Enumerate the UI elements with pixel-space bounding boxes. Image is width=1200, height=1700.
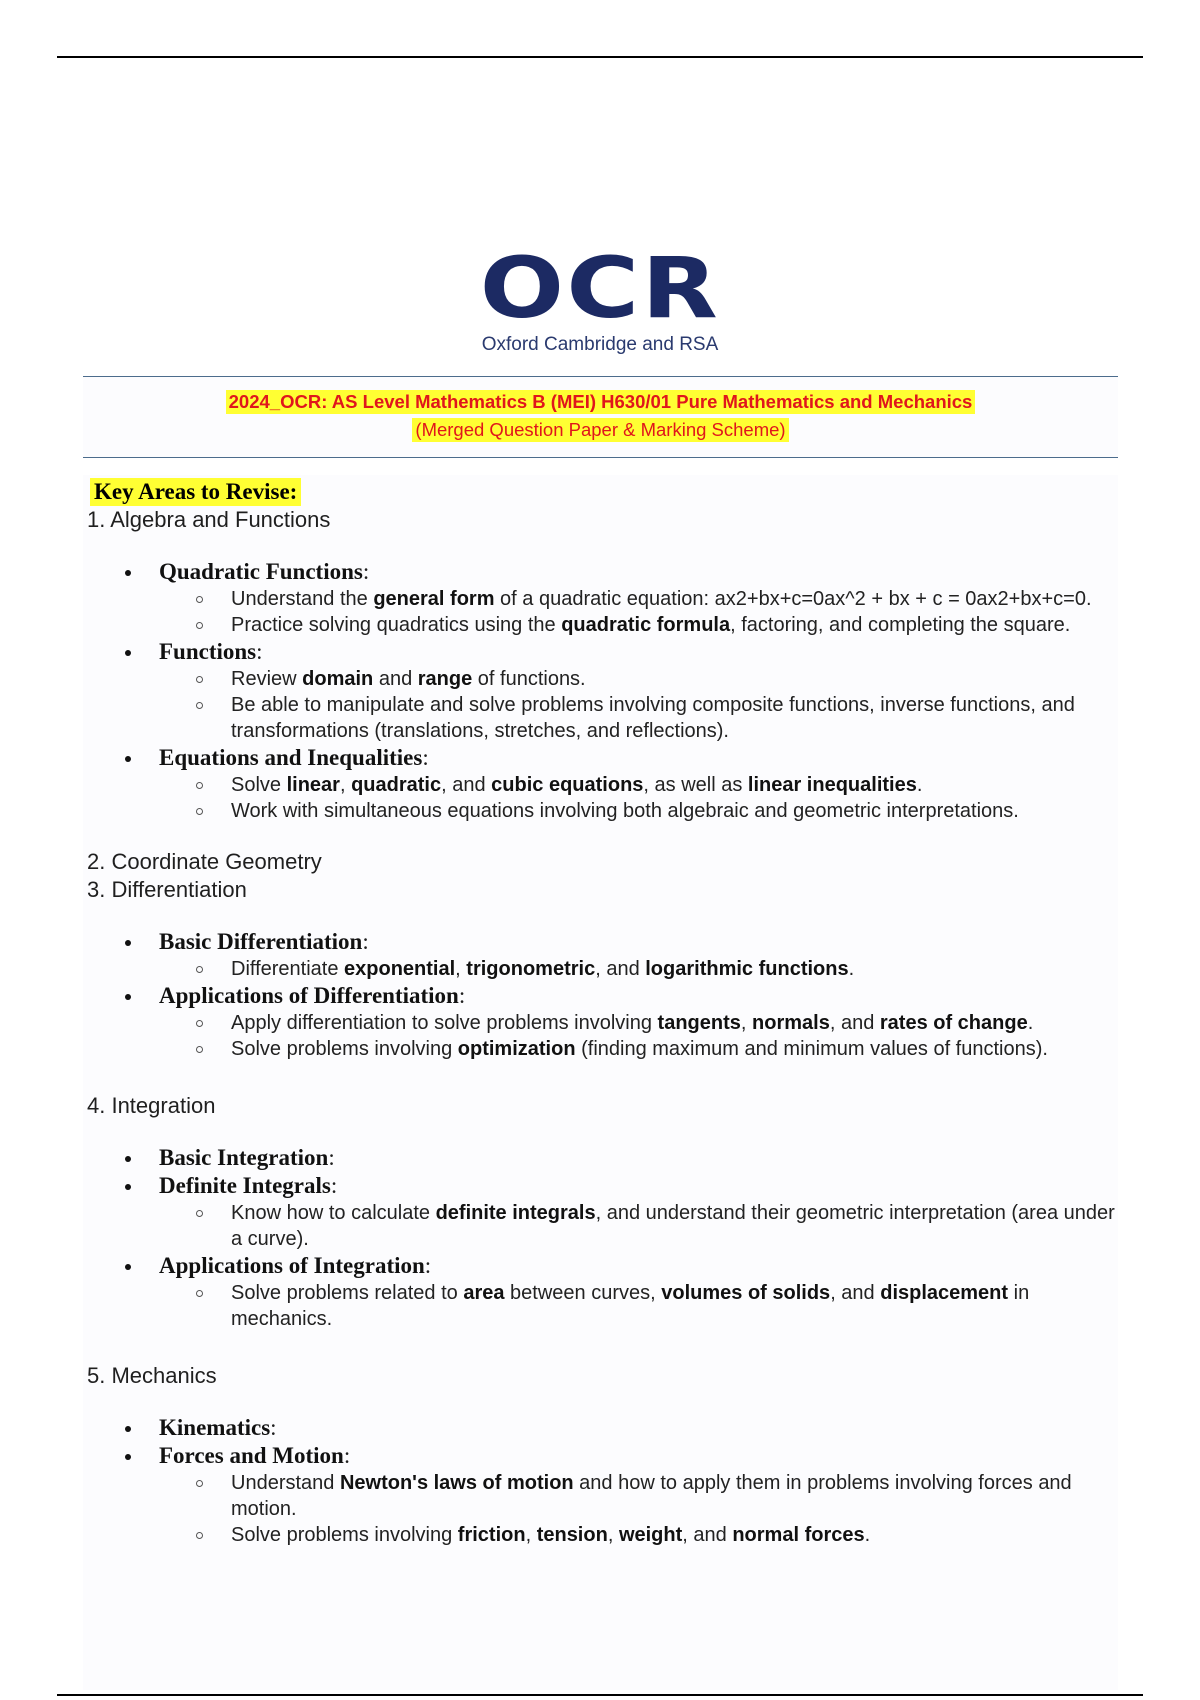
topic-item: Definite Integrals: Know how to calculate definite integrals, and understand their geometric interpretation (area under a curve).	[87, 1172, 1117, 1252]
topic-title: Kinematics	[159, 1415, 271, 1440]
key-areas-label: Key Areas to Revise:	[90, 478, 301, 506]
topic-item: Applications of Differentiation: Apply differentiation to solve problems involving tangents, normals, and rates of change. Solve problems involving optimization (finding maximum and minimum values of functions).	[87, 982, 1117, 1062]
topic-title: Basic Differentiation	[159, 929, 363, 954]
topic-item: Basic Differentiation: Differentiate exponential, trigonometric, and logarithmic functions.	[87, 928, 1117, 982]
document-header	[83, 390, 1118, 442]
header-rule-top	[83, 376, 1118, 377]
bottom-rule	[57, 1694, 1143, 1696]
topic-title: Basic Integration	[159, 1145, 329, 1170]
list-item: Solve problems involving friction, tension, weight, and normal forces.	[159, 1522, 1117, 1548]
list-item: Solve problems involving optimization (finding maximum and minimum values of functions).	[159, 1036, 1117, 1062]
topic-title: Applications of Differentiation	[159, 983, 459, 1008]
revision-content	[87, 478, 1117, 1548]
topic-list	[87, 928, 1117, 1062]
topic-list	[87, 1414, 1117, 1548]
header-rule-bottom	[83, 457, 1118, 458]
list-item: Know how to calculate definite integrals, and understand their geometric interpretation (area under a curve).	[159, 1200, 1117, 1252]
topic-item: Basic Integration:	[87, 1144, 1117, 1172]
document-title: 2024_OCR: AS Level Mathematics B (MEI) H630/01 Pure Mathematics and Mechanics	[226, 390, 976, 414]
list-item: Differentiate exponential, trigonometric, and logarithmic functions.	[159, 956, 1117, 982]
list-item: Apply differentiation to solve problems involving tangents, normals, and rates of change.	[159, 1010, 1117, 1036]
section-heading-coordinate-geometry: 2. Coordinate Geometry	[87, 849, 322, 874]
document-subtitle: (Merged Question Paper & Marking Scheme)	[412, 418, 788, 442]
topic-list	[87, 558, 1117, 824]
list-item: Review domain and range of functions.	[159, 666, 1117, 692]
topic-title: Applications of Integration	[159, 1253, 425, 1278]
list-item: Practice solving quadratics using the quadratic formula, factoring, and completing the square.	[159, 612, 1117, 638]
topic-title: Forces and Motion	[159, 1443, 344, 1468]
topic-item: Equations and Inequalities: Solve linear, quadratic, and cubic equations, as well as linear inequalities. Work with simultaneous equations involving both algebraic and geometric interpretations.	[87, 744, 1117, 824]
topic-list	[87, 1144, 1117, 1332]
list-item: Be able to manipulate and solve problems involving composite functions, inverse functions, and transformations (translations, stretches, and reflections).	[159, 692, 1117, 744]
logo-mark: OCR	[479, 239, 721, 337]
top-rule	[57, 56, 1143, 58]
logo-subtitle: Oxford Cambridge and RSA	[481, 334, 719, 355]
topic-title: Functions	[159, 639, 257, 664]
section-heading-differentiation: 3. Differentiation	[87, 877, 247, 902]
topic-item: Applications of Integration: Solve problems related to area between curves, volumes of solids, and displacement in mechanics.	[87, 1252, 1117, 1332]
topic-item: Kinematics:	[87, 1414, 1117, 1442]
topic-item: Quadratic Functions: Understand the general form of a quadratic equation: ax2+bx+c=0ax^2 + bx + c = 0ax2+bx+c=0. Practice solving quadratics using the quadratic formula, factoring, and completing the square.	[87, 558, 1117, 638]
topic-title: Definite Integrals	[159, 1173, 331, 1198]
topic-item: Functions: Review domain and range of functions. Be able to manipulate and solve problems involving composite functions, inverse functions, and transformations (translations, stretches, and reflections).	[87, 638, 1117, 744]
topic-title: Equations and Inequalities	[159, 745, 423, 770]
topic-item: Forces and Motion: Understand Newton's laws of motion and how to apply them in problems involving forces and motion. Solve problems involving friction, tension, weight, and normal forces.	[87, 1442, 1117, 1548]
topic-title: Quadratic Functions	[159, 559, 363, 584]
section-heading-integration: 4. Integration	[87, 1093, 216, 1118]
list-item: Understand the general form of a quadratic equation: ax2+bx+c=0ax^2 + bx + c = 0ax2+bx+c=0.	[159, 586, 1117, 612]
section-heading-mechanics: 5. Mechanics	[87, 1363, 217, 1388]
list-item: Understand Newton's laws of motion and how to apply them in problems involving forces and motion.	[159, 1470, 1117, 1522]
list-item: Solve linear, quadratic, and cubic equations, as well as linear inequalities.	[159, 772, 1117, 798]
section-heading-algebra: 1. Algebra and Functions	[87, 507, 331, 532]
list-item: Solve problems related to area between curves, volumes of solids, and displacement in mechanics.	[159, 1280, 1117, 1332]
ocr-logo	[455, 239, 745, 356]
list-item: Work with simultaneous equations involving both algebraic and geometric interpretations.	[159, 798, 1117, 824]
